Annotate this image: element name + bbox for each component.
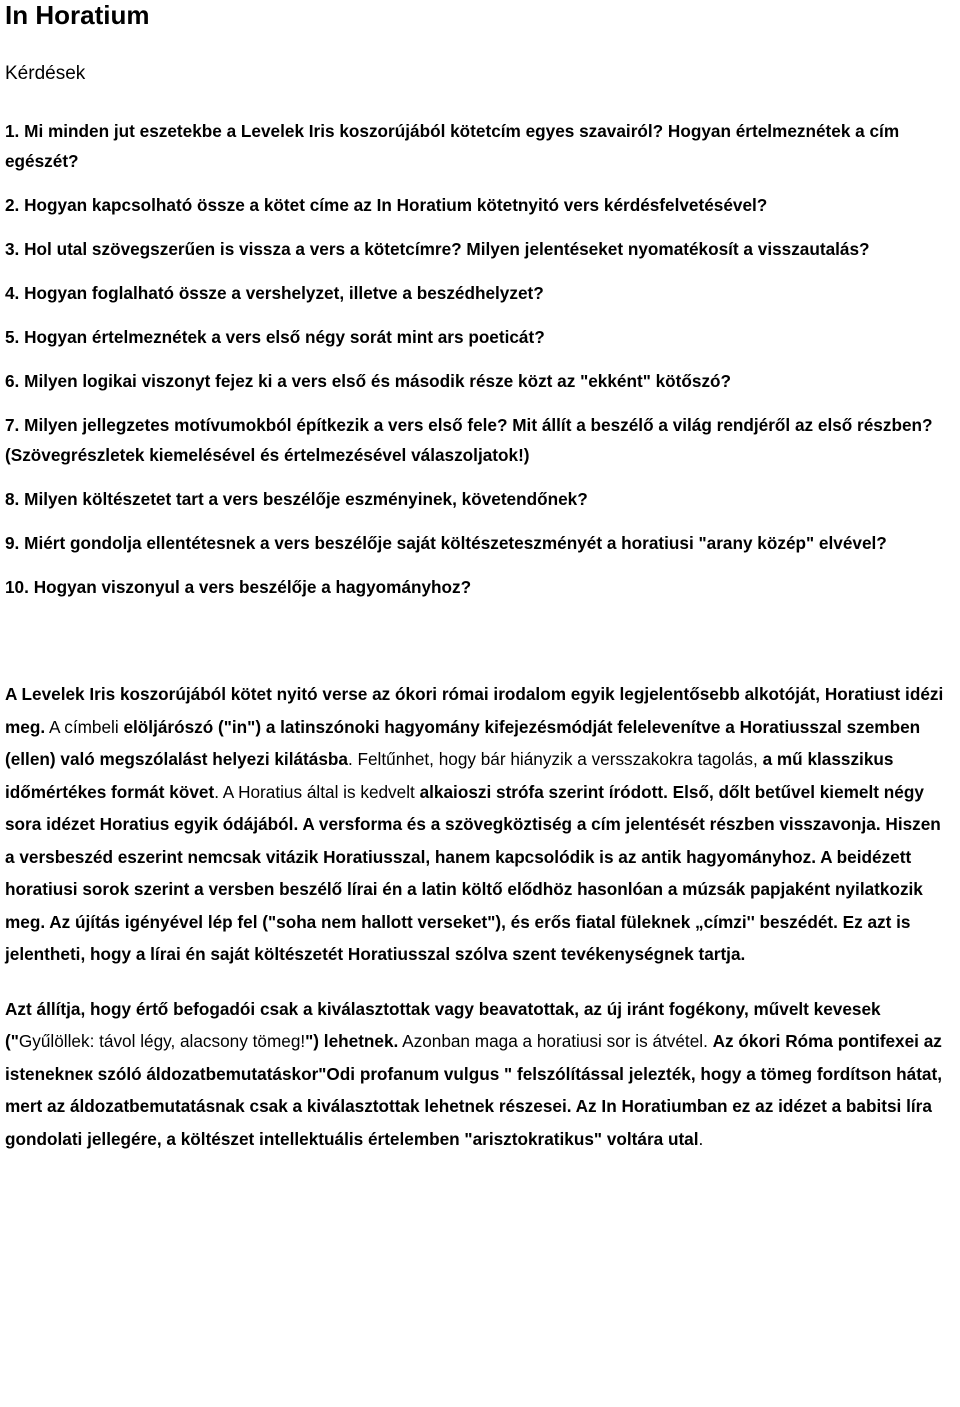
question-number: 10. (5, 577, 29, 597)
emphasized-text: elöljárószó ("in") a latinszónoki hagyomány kifejezésmódját felelevenítve a Horatiusszal szemben (ellen) való megszólalást helyezi kilátásba (5, 716, 921, 769)
body-paragraph (5, 993, 954, 1156)
question-number: 2. (5, 195, 20, 215)
question-text: Mi minden jut eszetekbe a Levelek Iris koszorújából kötetcím egyes szavairól? Hogyan értelmeznétek a cím egészét? (5, 121, 900, 171)
question-item (5, 366, 954, 396)
question-item (5, 484, 954, 514)
plain-text: Azonban maga a horatiusi sor is átvétel. (398, 1031, 713, 1051)
body-paragraph (5, 678, 954, 971)
emphasized-text: A Levelek Iris koszorújából kötet nyitó verse az ókori római irodalom egyik legjelentősebb alkotóját, Horatiust idézi meg. (5, 684, 944, 737)
plain-text: Gyűlöllek: távol légy, alacsony tömeg! (18, 1031, 306, 1051)
question-text: Milyen logikai viszonyt fejez ki a vers első és második része közt az "ekként" kötőszó? (24, 371, 732, 391)
question-text: Miért gondolja ellentétesnek a vers beszélője saját költészeteszményét a horatiusi "arany közép" elvével? (24, 533, 887, 553)
question-number: 7. (5, 415, 20, 435)
paragraph-list (5, 678, 954, 1155)
section-subtitle: Kérdések (5, 63, 86, 84)
question-text: Hol utal szövegszerűen is vissza a vers a kötetcímre? Milyen jelentéseket nyomatékosít a visszautalás? (24, 239, 870, 259)
question-item (5, 572, 954, 602)
question-number: 1. (5, 121, 20, 141)
emphasized-text: Azt állítja, hogy értő befogadói csak a kiválasztottak vagy beavatottak, az új iránt fogékony, művelt kevesek (" (5, 998, 881, 1051)
question-item (5, 116, 954, 176)
question-number: 6. (5, 371, 20, 391)
emphasized-text: ") lehetnek. (305, 1031, 399, 1051)
emphasized-text: alkaioszi strófa szerint íródott. Első, dőlt betűvel kiemelt négy sora idézet Horatius egyik ódájából. A versforma és a szövegköztiség a cím jelentését részben visszavonja. Hiszen a versbeszéd eszerint nemcsak vitázik Horatiusszal, hanem kapcsolódik is az antik hagyományhoz. A beidézett horatiusi sorok szerint a versben beszélő lírai én a latin költő elődhöz hasonlóan a múzsák papjaként nyilatkozik meg. Az újítás igényével lép fel ("soha nem hallott verseket"), és erős fiatal füleknek „címzi'' beszédét. Ez azt is jelentheti, hogy a lírai én saját költészetét Horatiusszal szólva szent tevékenységnek tartja. (5, 781, 941, 964)
plain-text: . Feltűnhet, hogy bár hiányzik a versszakokra tagolás, (347, 749, 763, 769)
plain-text: . (698, 1128, 704, 1149)
question-text: Hogyan foglalható össze a vershelyzet, illetve a beszédhelyzet? (24, 283, 544, 303)
question-number: 4. (5, 283, 20, 303)
question-item (5, 234, 954, 264)
question-number: 8. (5, 489, 20, 509)
emphasized-text: Az ókori Róma pontifexei az istenekneк szóló áldozatbemutatáskor"Odi profanum vulgus " felszólítással jelezték, hogy a tömeg fordítson hátat, mert az áldozatbemutatásnak csak a kiválasztottak lehetnek részesei. Az In Horatiumban ez az idézet a babitsi líra gondolati jellegére, a költészet intellektuális értelemben "arisztokratikus" voltára utal (5, 1031, 942, 1149)
question-text: Hogyan értelmeznétek a vers első négy sorát mint ars poeticát? (24, 327, 545, 347)
question-text: Hogyan viszonyul a vers beszélője a hagyományhoz? (33, 577, 472, 597)
question-text: Milyen jellegzetes motívumokból építkezik a vers első fele? Mit állít a beszélő a világ rendjéről az első részben? (Szövegrészletek kiemelésével és értelmezésével válaszoljatok!) (5, 415, 933, 465)
question-number: 9. (5, 533, 20, 553)
question-text: Hogyan kapcsolható össze a kötet címe az In Horatium kötetnyitó vers kérdésfelvetésével? (24, 195, 768, 215)
question-list (5, 116, 954, 602)
emphasized-text: a mű klasszikus időmértékes formát követ (5, 749, 894, 802)
question-item (5, 278, 954, 308)
question-text: Milyen költészetet tart a vers beszélője eszményinek, követendőnek? (24, 489, 588, 509)
question-item (5, 190, 954, 220)
page-title: In Horatium (5, 0, 150, 30)
question-number: 5. (5, 327, 20, 347)
plain-text: . A Horatius által is kedvelt (214, 781, 420, 802)
plain-text: A címbeli (45, 716, 124, 737)
question-number: 3. (5, 239, 20, 259)
question-item (5, 528, 954, 558)
question-item (5, 322, 954, 352)
question-item (5, 410, 954, 470)
